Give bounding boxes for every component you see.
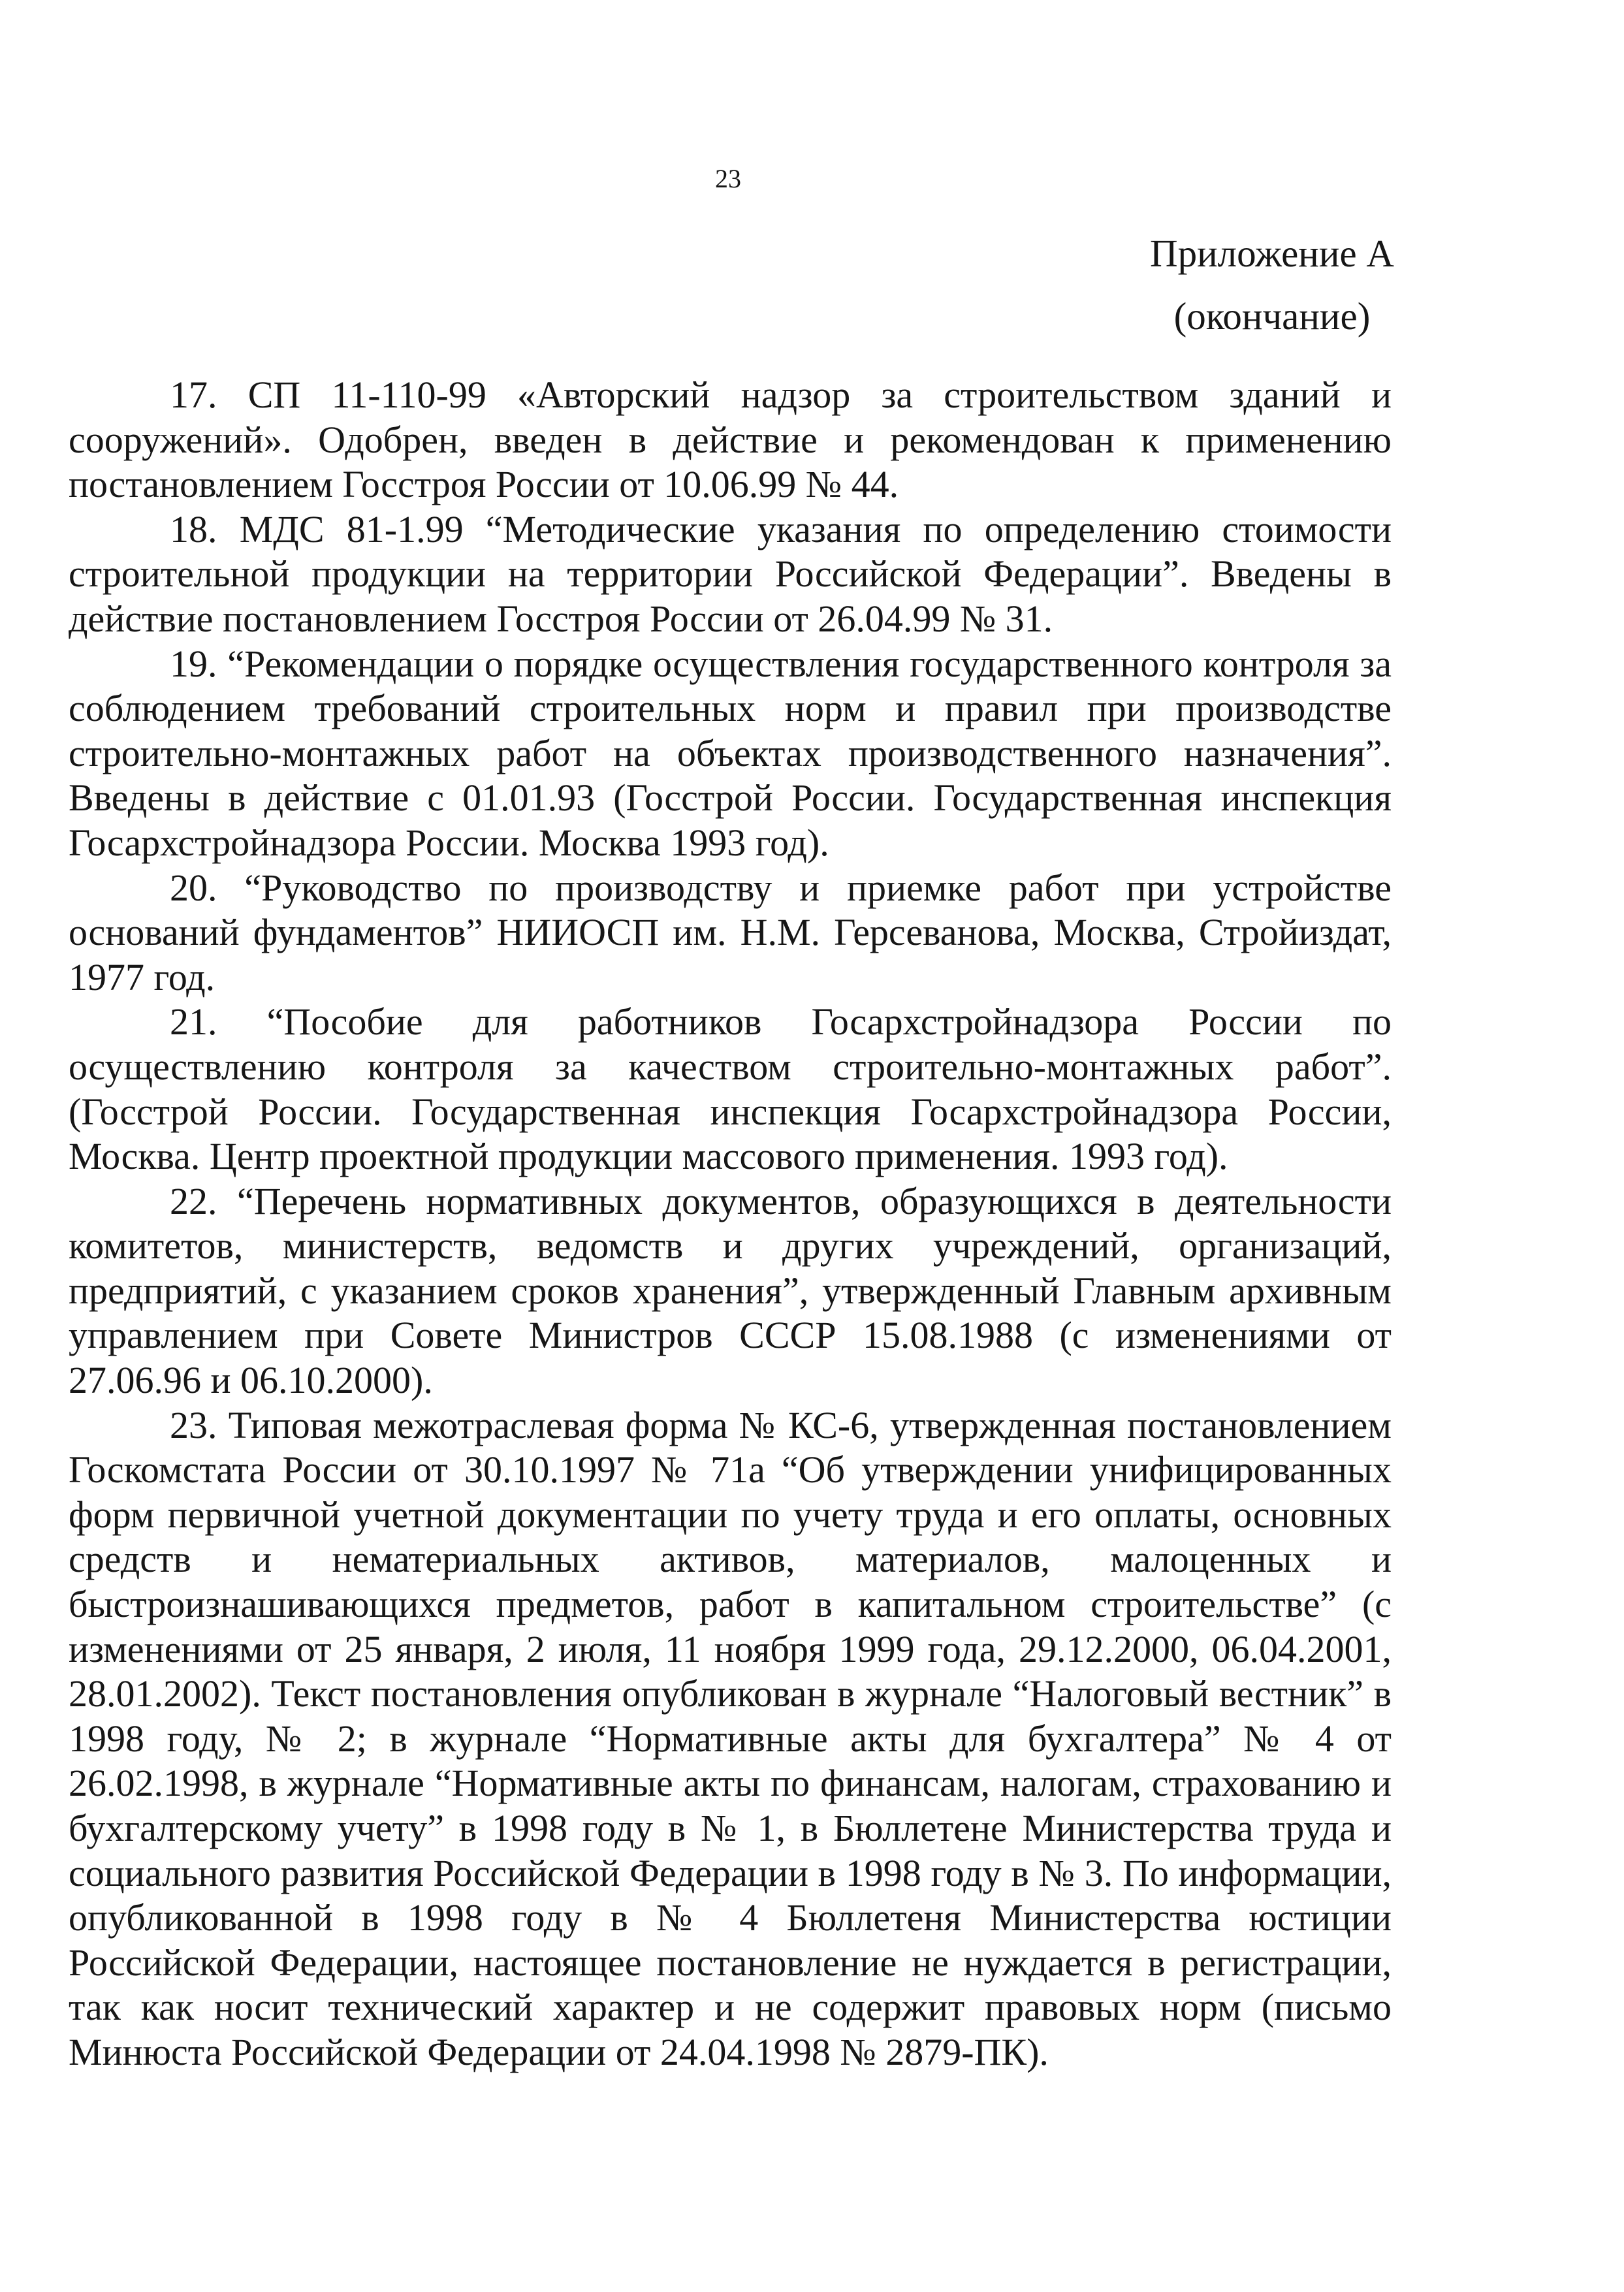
reference-number: 20.: [170, 866, 217, 909]
reference-number: 22.: [170, 1179, 217, 1222]
reference-text: СП 11-110-99 «Авторский надзор за строительством зданий и сооружений». Одобрен, введен в действие и рекомендован к применению постановлением Госстроя России от 10.06.99 № 44.: [69, 374, 1392, 506]
appendix-title: Приложение А: [1149, 232, 1394, 275]
reference-number: 21.: [170, 1000, 217, 1043]
reference-item-21: [69, 1000, 1392, 1179]
reference-number: 18.: [170, 507, 217, 550]
reference-item-20: [69, 866, 1392, 1000]
reference-item-22: [69, 1179, 1392, 1403]
reference-item-17: [69, 373, 1392, 507]
page-number: 23: [715, 164, 741, 193]
reference-item-18: [69, 507, 1392, 642]
appendix-header: [1150, 222, 1394, 347]
reference-list: [69, 373, 1392, 2075]
reference-text: “Пособие для работников Госархстройнадзора России по осуществлению контроля за качеством строительно-монтажных работ”. (Госстрой России. Государственная инспекция Госархстройнадзора России, Москва. Центр проектной продукции массового применения. 1993 год).: [69, 1000, 1392, 1178]
reference-text: Типовая межотраслевая форма № КС-6, утвержденная постановлением Госкомстата России от 30.10.1997 № 71а “Об утверждении унифицированных форм первичной учетной документации по учету труда и его оплаты, основных средств и нематериальных активов, материалов, малоценных и быстроизнашивающихся предметов, работ в капитальном строительстве” (с изменениями от 25 января, 2 июля, 11 ноября 1999 года, 29.12.2000, 06.04.2001, 28.01.2002). Текст постановления опубликован в журнале “Налоговый вестник” в 1998 году, № 2; в журнале “Нормативные акты для бухгалтера” № 4 от 26.02.1998, в журнале “Нормативные акты по финансам, налогам, страхованию и бухгалтерскому учету” в 1998 году в № 1, в Бюллетене Министерства труда и социального развития Российской Федерации в 1998 году в № 3. По информации, опубликованной в 1998 году в № 4 Бюллетеня Министерства юстиции Российской Федерации, настоящее постановление не нуждается в регистрации, так как носит технический характер и не содержит правовых норм (письмо Минюста Российской Федерации от 24.04.1998 № 2879-ПК).: [69, 1403, 1392, 2073]
reference-number: 19.: [170, 642, 217, 685]
reference-item-19: [69, 642, 1392, 866]
reference-text: “Руководство по производству и приемке работ при устройстве оснований фундаментов” НИИОСП им. Н.М. Герсеванова, Москва, Стройиздат, 1977 год.: [69, 866, 1392, 998]
reference-item-23: [69, 1403, 1392, 2075]
appendix-subtitle: (окончание): [1173, 294, 1371, 338]
reference-text: “Перечень нормативных документов, образующихся в деятельности комитетов, министерств, ведомств и других учреждений, организаций, предприятий, с указанием сроков хранения”, утвержденный Главным архивным управлением при Совете Министров СССР 15.08.1988 (с изменениями от 27.06.96 и 06.10.2000).: [69, 1179, 1392, 1402]
reference-number: 17.: [170, 374, 217, 416]
reference-text: “Рекомендации о порядке осуществления государственного контроля за соблюдением требований строительных норм и правил при производстве строительно-монтажных работ на объектах производственного назначения”. Введены в действие с 01.01.93 (Госстрой России. Государственная инспекция Госархстройнадзора России. Москва 1993 год).: [69, 642, 1392, 864]
reference-number: 23.: [170, 1403, 217, 1446]
reference-text: МДС 81-1.99 “Методические указания по определению стоимости строительной продукции на территории Российской Федерации”. Введены в действие постановлением Госстроя России от 26.04.99 № 31.: [69, 507, 1392, 640]
